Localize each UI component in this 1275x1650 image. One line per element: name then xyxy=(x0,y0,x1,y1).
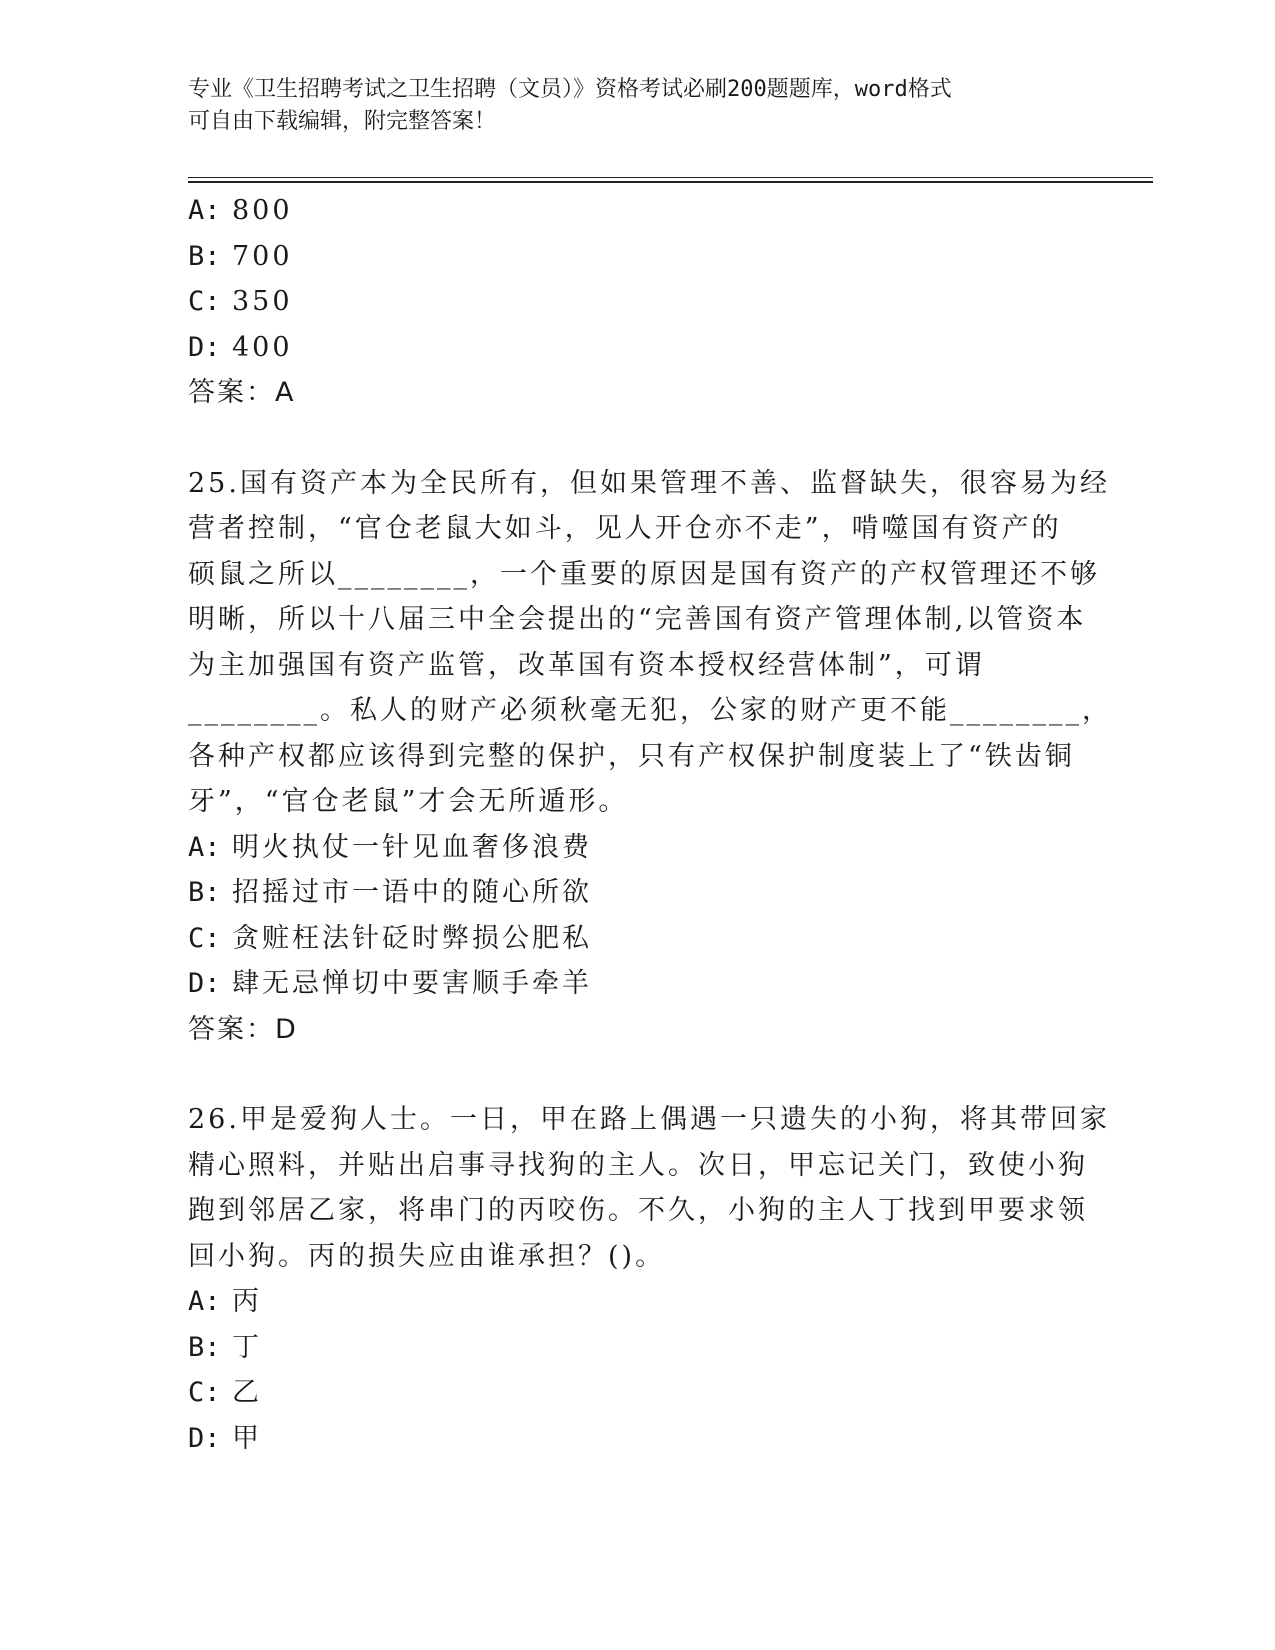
question-text-line: 26.甲是爱狗人士。一日，甲在路上偶遇一只遗失的小狗，将其带回家 xyxy=(188,1104,1110,1135)
option-label: A: xyxy=(188,831,221,863)
question-26-block xyxy=(188,1097,1110,1461)
option-b xyxy=(188,870,1078,916)
option-label: B: xyxy=(188,1331,221,1363)
option-c xyxy=(188,279,1078,325)
option-label: A: xyxy=(188,1286,221,1317)
question-text-line: 硕鼠之所以________，一个重要的原因是国有资产的产权管理还不够 xyxy=(188,558,1100,590)
option-text: 800 xyxy=(232,195,293,226)
option-text: 招摇过市一语中的随心所欲 xyxy=(232,877,592,908)
header-divider-thick xyxy=(188,181,1153,183)
option-label: C: xyxy=(188,922,221,954)
option-text: 700 xyxy=(232,240,293,272)
option-text: 肆无忌惮切中要害顺手牵羊 xyxy=(232,968,592,999)
option-label: D: xyxy=(188,1422,221,1454)
question-text-line: 回小狗。丙的损失应由谁承担？()。 xyxy=(188,1240,666,1272)
option-text: 400 xyxy=(232,331,293,363)
option-text: 丁 xyxy=(232,1331,262,1363)
spacer xyxy=(188,1052,1078,1097)
option-label: C: xyxy=(188,286,221,317)
question-text-line: 精心照料，并贴出启事寻找狗的主人。次日，甲忘记关门，致使小狗 xyxy=(188,1149,1088,1181)
option-text: 乙 xyxy=(232,1377,262,1408)
option-text: 丙 xyxy=(232,1286,262,1317)
question-text-line: 牙”，“官仓老鼠”才会无所遁形。 xyxy=(188,786,629,817)
answer-line: 答案：A xyxy=(188,377,296,408)
option-c xyxy=(188,916,1078,962)
option-label: D: xyxy=(188,968,221,999)
header-title-line-1: 专业《卫生招聘考试之卫生招聘（文员）》资格考试必刷200题题库，word格式 xyxy=(188,77,952,102)
question-text-line: 跑到邻居乙家，将串门的丙咬伤。不久，小狗的主人丁找到甲要求领 xyxy=(188,1195,1088,1226)
option-d xyxy=(188,1416,1078,1462)
header-title-line-2: 可自由下载编辑，附完整答案！ xyxy=(188,109,497,134)
question-25-block xyxy=(188,461,1112,1053)
option-label: D: xyxy=(188,331,221,363)
option-text: 明火执仗一针见血奢侈浪费 xyxy=(232,831,592,863)
question-text-line: 为主加强国有资产监管，改革国有资本授权经营体制”，可谓 xyxy=(188,649,985,681)
option-a xyxy=(188,188,1078,234)
option-b xyxy=(188,1325,1078,1371)
question-24-block xyxy=(188,188,1078,416)
question-text-line: 各种产权都应该得到完整的保护，只有产权保护制度装上了“铁齿铜 xyxy=(188,740,1075,772)
header-divider-thin xyxy=(188,177,1153,178)
question-text-line: 明晰，所以十八届三中全会提出的“完善国有资产管理体制,以管资本 xyxy=(188,604,1087,635)
option-a xyxy=(188,825,1078,871)
option-b xyxy=(188,234,1078,280)
question-text-line: ________。私人的财产必须秋毫无犯，公家的财产更不能________， xyxy=(188,695,1112,726)
option-text: 甲 xyxy=(232,1422,262,1454)
option-c xyxy=(188,1370,1078,1416)
question-text-line: 营者控制，“官仓老鼠大如斗，见人开仓亦不走”，啃噬国有资产的 xyxy=(188,513,1062,544)
question-text-line: 25.国有资产本为全民所有，但如果管理不善、监督缺失，很容易为经 xyxy=(188,467,1110,499)
answer-line: 答案：D xyxy=(188,1013,298,1045)
option-a xyxy=(188,1279,1078,1325)
option-text: 贪赃枉法针砭时弊损公肥私 xyxy=(232,922,592,954)
document-header xyxy=(188,74,1068,138)
spacer xyxy=(188,416,1078,461)
option-label: C: xyxy=(188,1377,221,1408)
option-d xyxy=(188,325,1078,371)
option-label: A: xyxy=(188,195,221,226)
option-d xyxy=(188,961,1078,1007)
option-text: 350 xyxy=(232,286,293,317)
option-label: B: xyxy=(188,877,221,908)
question-content xyxy=(188,188,1112,1461)
option-label: B: xyxy=(188,240,221,272)
